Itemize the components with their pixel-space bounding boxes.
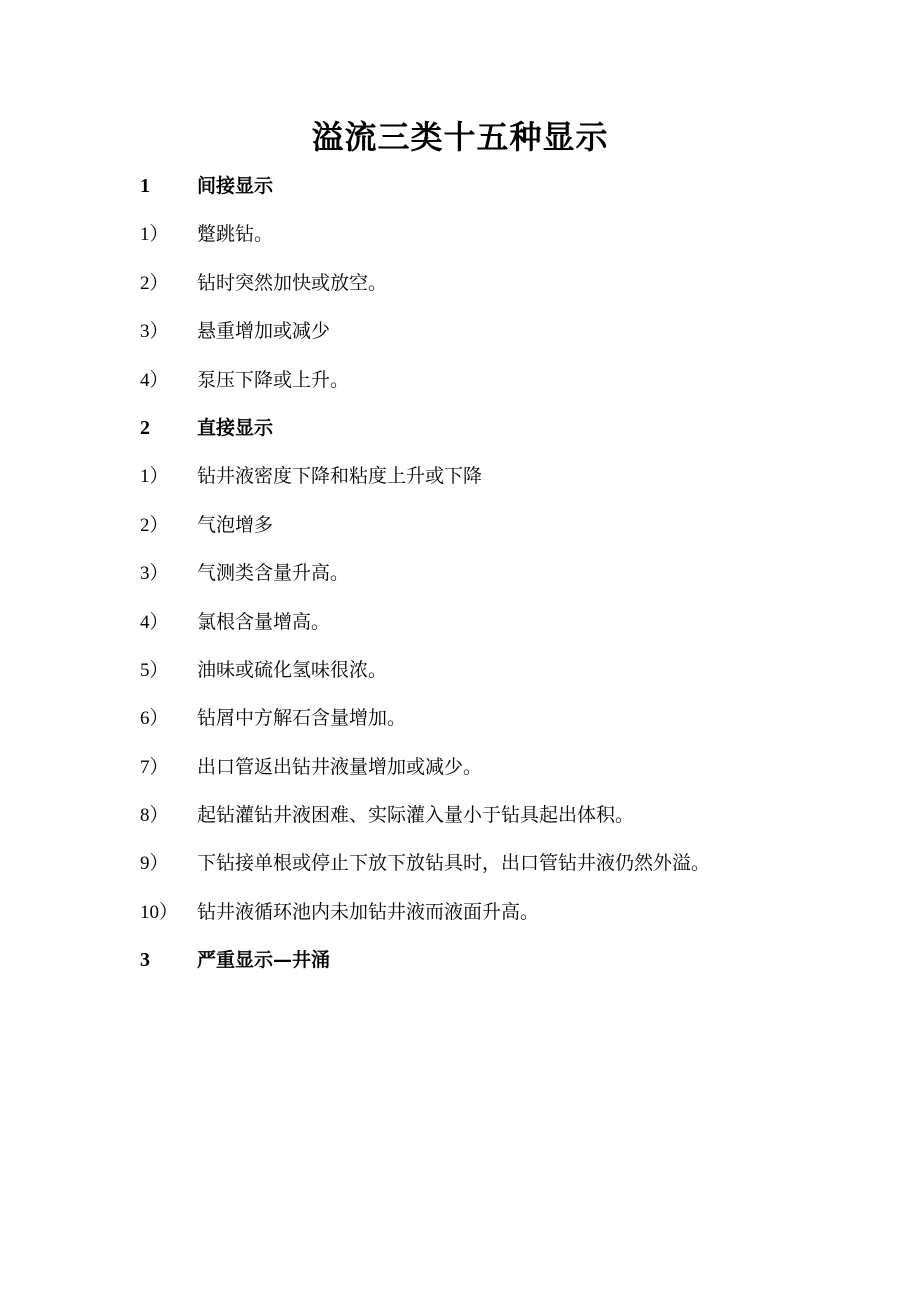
item-text: 钻井液循环池内未加钻井液而液面升高。 [197,900,540,923]
item-number: 3） [140,321,169,343]
section-number: 2 [140,416,150,439]
item-text: 钻井液密度下降和粘度上升或下降 [197,465,483,488]
section-heading [140,410,860,458]
list-item [140,507,860,555]
item-text: 钻时突然加快或放空。 [197,271,388,294]
section-label: 间接显示 [197,175,274,197]
section-label: 严重显示—井涌 [197,949,331,972]
item-number: 8） [140,805,169,827]
item-text: 起钻灌钻井液困难、实际灌入量小于钻具起出体积。 [197,804,635,827]
list-item [140,894,860,942]
item-number: 4） [140,611,169,633]
item-text: 下钻接单根或停止下放下放钻具时，出口管钻井液仍然外溢。 [197,852,711,875]
list-item [140,604,860,652]
item-number: 3） [140,563,169,585]
list-item [140,555,860,603]
item-text: 氯根含量增高。 [197,610,331,633]
document-body [140,168,860,991]
list-item [140,797,860,845]
item-number: 7） [140,756,169,778]
item-number: 1） [140,466,169,488]
item-number: 6） [140,708,169,730]
section-label: 直接显示 [197,416,274,439]
list-item [140,652,860,700]
section-number: 3 [140,949,150,972]
item-text: 泵压下降或上升。 [197,368,350,391]
list-item [140,216,860,264]
item-text: 钻屑中方解石含量增加。 [197,707,407,730]
item-text: 蹩跳钻。 [197,223,274,246]
item-number: 2） [140,272,169,294]
list-item [140,845,860,893]
section-heading [140,942,860,990]
item-number: 4） [140,369,169,391]
list-item [140,313,860,361]
page-title: 溢流三类十五种显示 [311,118,609,156]
item-number: 9） [140,853,169,875]
item-number: 10） [140,901,179,923]
list-item [140,265,860,313]
item-number: 5） [140,659,169,681]
item-number: 1） [140,224,169,246]
section-number: 1 [140,175,150,197]
section-heading [140,168,860,216]
list-item [140,749,860,797]
item-text: 油味或硫化氢味很浓。 [197,658,388,681]
list-item [140,362,860,410]
item-text: 气测类含量升高。 [197,562,350,585]
item-text: 气泡增多 [197,513,274,536]
list-item [140,458,860,506]
item-number: 2） [140,514,169,536]
item-text: 悬重增加或减少 [197,320,331,343]
item-text: 出口管返出钻井液量增加或减少。 [197,755,483,778]
list-item [140,700,860,748]
